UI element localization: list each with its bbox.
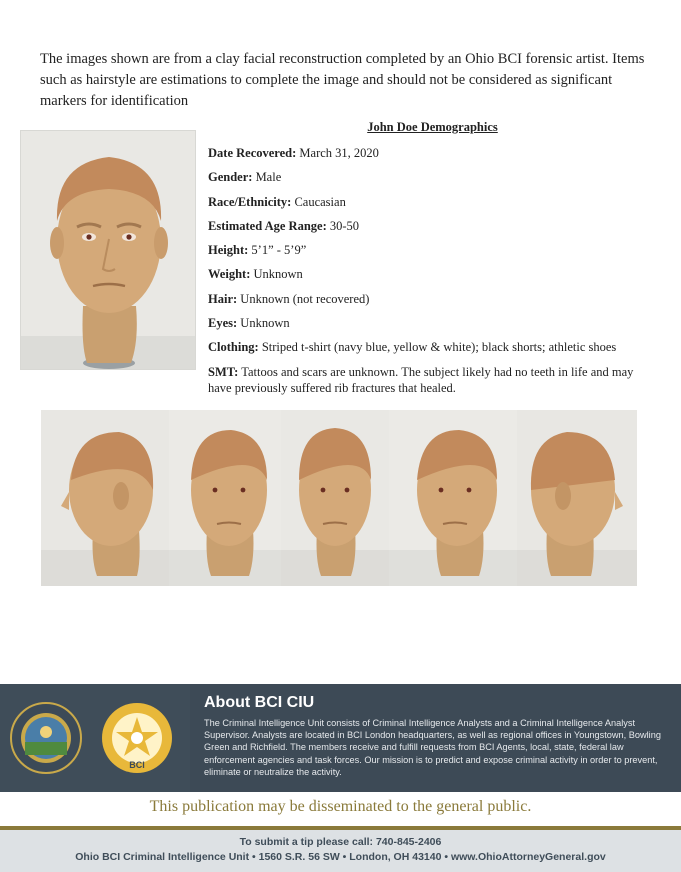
demo-row-smt (208, 364, 653, 396)
demo-value: Unknown (253, 267, 303, 282)
about-body: The Criminal Intelligence Unit consists of Criminal Intelligence Analysts and a Criminal Intelligence Analyst Supervisor. Analysts are located in BCI London headquarters, as well as regional offices in Youngstown, Bowling Green and Richfield. The members receive and fulfill requests from BCI Agents, local, state, federal law enforcement agencies and task forces. Our mission is to predict and expose criminal activity in order to prevent, eliminate or neutralize the activity. (204, 718, 661, 777)
clay-head-right-profile-image (517, 410, 637, 586)
demographics-title: John Doe Demographics (367, 120, 498, 134)
demo-row-hair (208, 291, 653, 307)
demo-value: Male (255, 170, 282, 185)
demo-label: Clothing: (208, 340, 259, 355)
demographics-panel (208, 120, 653, 396)
attorney-general-seal-icon (11, 703, 81, 773)
tip-bar (0, 830, 681, 872)
demo-label: Eyes: (208, 316, 238, 331)
demo-row-weight (208, 266, 653, 282)
demo-value: March 31, 2020 (299, 146, 379, 160)
intro-paragraph: The images shown are from a clay facial reconstruction completed by an Ohio BCI forensic artist. Items such as hairstyle are estimations to complete the image and should not be considered as significant markers for identification (40, 50, 645, 109)
demo-value: 30-50 (329, 218, 360, 233)
clay-head-front-image (21, 131, 196, 370)
clay-head-right-three-quarter-image (389, 410, 517, 586)
seals-image (0, 684, 190, 792)
about-title: About BCI CIU (204, 694, 315, 711)
demo-label: Race/Ethnicity: (208, 194, 292, 209)
demo-value: Tattoos and scars are unknown. The subject likely had no teeth in life and may have previously suffered rib fractures that healed. (208, 364, 634, 395)
demo-label: Height: (208, 243, 249, 258)
about-bci-band (0, 684, 681, 792)
demo-row-clothing (208, 339, 653, 355)
tip-address-line: Ohio BCI Criminal Intelligence Unit • 1560 S.R. 56 SW • London, OH 43140 • www.OhioAttorneyGeneral.gov (75, 851, 606, 863)
demo-row-age-range (208, 218, 653, 234)
demo-value: Striped t-shirt (navy blue, yellow & white); black shorts; athletic shoes (261, 340, 617, 355)
demo-label: Date Recovered: (208, 146, 297, 160)
demo-label: Estimated Age Range: (208, 218, 327, 233)
demo-row-height (208, 242, 653, 258)
demo-label: SMT: (208, 364, 239, 379)
demo-row-date-recovered (208, 145, 653, 161)
demo-value: Caucasian (294, 194, 346, 209)
demo-value: 5’1” - 5’9” (251, 243, 307, 258)
demo-label: Hair: (208, 291, 238, 306)
demo-row-race (208, 194, 653, 210)
clay-head-left-profile-image (41, 410, 169, 586)
photo-front (281, 410, 389, 586)
dissemination-note: This publication may be disseminated to the general public. (149, 798, 532, 815)
photo-right-three-quarter (389, 410, 517, 586)
photo-left-three-quarter (169, 410, 281, 586)
clay-head-left-three-quarter-image (169, 410, 281, 586)
demo-value: Unknown (not recovered) (240, 291, 370, 306)
bci-badge-seal-icon (102, 703, 172, 773)
demo-label: Gender: (208, 170, 253, 185)
bci-badge-text: BCI (129, 760, 145, 770)
demo-value: Unknown (240, 316, 290, 331)
demo-label: Weight: (208, 267, 251, 282)
clay-head-front-small-image (281, 410, 389, 586)
seal-area (0, 684, 190, 792)
photo-right-profile (517, 410, 637, 586)
tip-phone-line: To submit a tip please call: 740-845-2406 (239, 836, 442, 848)
photo-left-profile (41, 410, 169, 586)
demo-row-eyes (208, 315, 653, 331)
reconstruction-front-photo (20, 130, 196, 370)
demo-row-gender (208, 169, 653, 185)
about-section (204, 694, 674, 778)
